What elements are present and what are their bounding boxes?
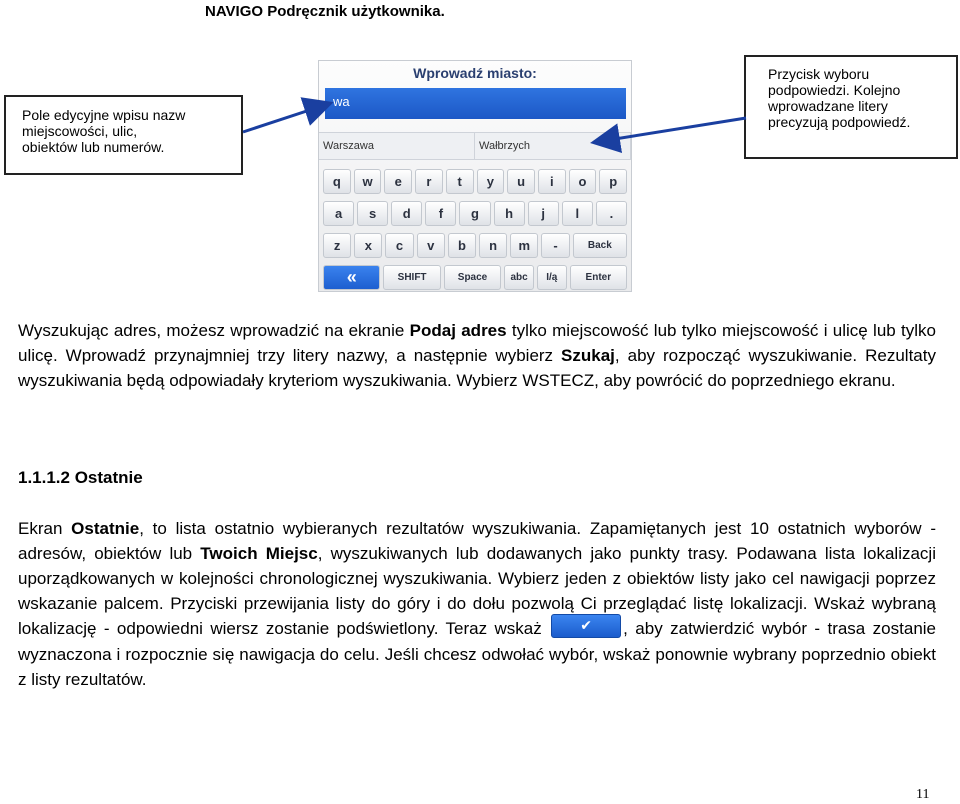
bold-term: Szukaj (561, 346, 615, 365)
keyboard-title: Wprowadź miasto: (413, 65, 537, 81)
key[interactable]: h (494, 201, 525, 226)
key[interactable]: x (354, 233, 382, 258)
callout-line: podpowiedzi. Kolejno (768, 82, 901, 98)
keyboard-screenshot (318, 60, 632, 292)
enter-key[interactable]: Enter (570, 265, 627, 290)
space-key[interactable]: Space (444, 265, 501, 290)
key[interactable]: l (562, 201, 593, 226)
hint-button[interactable]: Warszawa (319, 133, 475, 159)
key[interactable]: o (569, 169, 597, 194)
key[interactable]: u (507, 169, 535, 194)
hint-bar (319, 132, 631, 160)
abc-key[interactable]: abc (504, 265, 534, 290)
key[interactable]: s (357, 201, 388, 226)
checkmark-icon: ✔ (551, 614, 621, 638)
key-row-2 (323, 201, 627, 226)
key-row-3 (323, 233, 627, 258)
key[interactable]: b (448, 233, 476, 258)
recent-paragraph (18, 516, 936, 692)
callout-line: Pole edycyjne wpisu nazw (22, 107, 186, 123)
text-segment: tylko miejscowość lub tylko miejscowość i ulicę lub tylko ulicę. Wprowadź przynajmniej trzy litery nazwy, a następnie wybierz (18, 321, 936, 365)
key[interactable]: w (354, 169, 382, 194)
key[interactable]: v (417, 233, 445, 258)
key[interactable]: g (459, 201, 490, 226)
key[interactable]: i (538, 169, 566, 194)
text-segment: , aby rozpocząć wyszukiwanie. Rezultaty wyszukiwania będą odpowiadały kryteriom wyszukiwania. Wybierz WSTECZ, aby powrócić do poprzedniego ekranu. (18, 346, 936, 390)
text-segment: , wyszukiwanych lub dodawanych jako punkty trasy. Podawana lista lokalizacji uporządkowanych w kolejności chronologicznej wyszukiwania. Wybierz jeden z obiektów listy jako cel nawigacji poprzez wskazanie palcem. Przyciski przewijania listy do góry i do dołu pozwolą Ci przeglądać listę lokalizacji. Wskaż wybraną lokalizację - odpowiedni wiersz zostanie podświetlony. Teraz wskaż (18, 544, 936, 638)
arrow-to-input (243, 104, 328, 132)
text-segment: , aby zatwierdzić wybór - trasa zostanie wyznaczona i rozpocznie się nawigacja do celu. Jeśli chcesz odwołać wybór, wskaż ponownie wybrany poprzednio obiekt z listy rezultatów. (18, 619, 937, 689)
city-input[interactable]: wa (325, 88, 626, 119)
key[interactable]: q (323, 169, 351, 194)
key[interactable]: z (323, 233, 351, 258)
bold-term: Podaj adres (409, 321, 507, 340)
hint-button[interactable]: Wałbrzych (475, 133, 631, 159)
key[interactable]: m (510, 233, 538, 258)
back-key[interactable]: Back (573, 233, 627, 258)
intro-paragraph (18, 318, 936, 393)
text-segment: Wyszukując adres, możesz wprowadzić na ekranie (18, 321, 410, 340)
key[interactable]: . (596, 201, 627, 226)
bold-term: Twoich Miejsc (200, 544, 318, 563)
key[interactable]: n (479, 233, 507, 258)
text-segment: Ekran (18, 519, 72, 538)
callout-edit-field (4, 95, 243, 175)
callout-hint-button (744, 55, 958, 159)
callout-line: precyzują podpowiedź. (768, 114, 911, 130)
page-number: 11 (916, 787, 930, 802)
key[interactable]: p (599, 169, 627, 194)
key[interactable]: c (385, 233, 413, 258)
key[interactable]: r (415, 169, 443, 194)
bold-term: Ostatnie (71, 519, 140, 538)
key[interactable]: - (541, 233, 569, 258)
key[interactable]: f (425, 201, 456, 226)
key-row-4 (323, 265, 627, 290)
callout-line: miejscowości, ulic, (22, 123, 138, 139)
document-header: NAVIGO Podręcznik użytkownika. (205, 3, 445, 20)
key[interactable]: t (446, 169, 474, 194)
key[interactable]: y (477, 169, 505, 194)
back-arrow-key[interactable]: « (323, 265, 380, 290)
callout-line: wprowadzane litery (768, 98, 888, 114)
section-heading: 1.1.1.2 Ostatnie (18, 468, 143, 487)
callout-line: Przycisk wyboru (768, 66, 870, 82)
key[interactable]: j (528, 201, 559, 226)
diacritics-key[interactable]: I/ą (537, 265, 567, 290)
key-row-1 (323, 169, 627, 194)
key[interactable]: d (391, 201, 422, 226)
shift-key[interactable]: SHIFT (383, 265, 440, 290)
key[interactable]: e (384, 169, 412, 194)
callout-line: obiektów lub numerów. (22, 139, 165, 155)
key[interactable]: a (323, 201, 354, 226)
text-segment: , to lista ostatnio wybieranych rezultatów wyszukiwania. Zapamiętanych jest 10 ostatnich wyborów - adresów, obiektów lub (18, 519, 936, 563)
